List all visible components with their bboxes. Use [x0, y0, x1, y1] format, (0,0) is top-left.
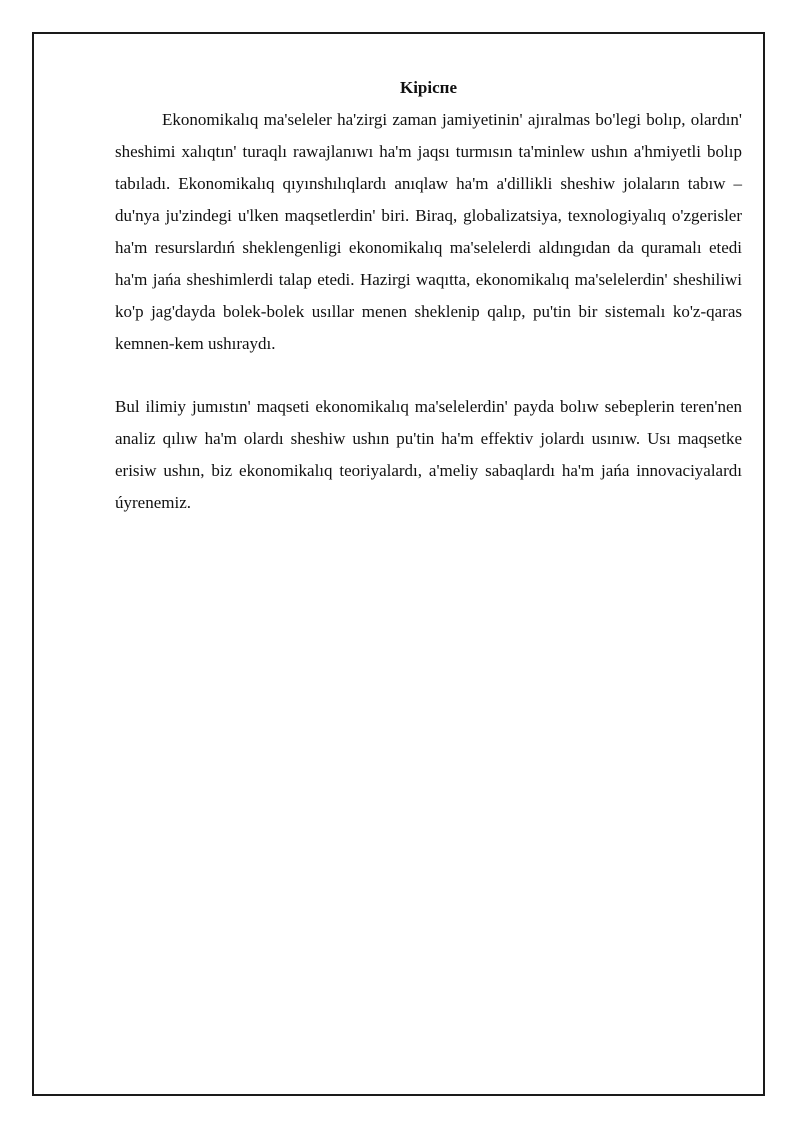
document-title: Kipicпe: [399, 78, 457, 97]
paragraph-intro: Ekonomikalıq ma'seleler ha'zirgi zaman jamiyetinin' ajıralmas bo'legi bolıp, olardın' sheshimi xalıqtın' turaqlı rawajlanıwı ha'm jaqsı turmısın ta'minlew ushın a'hmiyetli bolıp tabıladı. Ekonomikalıq qıyınshılıqlardı anıqlaw ha'm a'dillikli sheshiw jolaların tabıw – du'nya ju'zindegi u'lken maqsetlerdin' biri. Biraq, globalizatsiya, texnologiyalıq o'zgerisler ha'm resurslardıń sheklengenligi ekonomikalıq ma'selelerdi aldıngıdan da quramalı etedi ha'm jańa sheshimlerdi talap etedi. Hazirgi waqıtta, ekonomikalıq ma'selelerdin' sheshiliwi ko'p jag'dayda bolek-bolek usıllar menen sheklenip qalıp, pu'tin bir sistemalı ko'z-qaras kemnen-kem ushıraydı.: [115, 110, 742, 353]
paragraph-aim: Bul ilimiy jumıstın' maqseti ekonomikalıq ma'selelerdin' payda bolıw sebeplerin teren'nen analiz qılıw ha'm olardı sheshiw ushın pu'tin ha'm effektiv jolardı usınıw. Usı maqsetke erisiw ushın, biz ekonomikalıq teoriyalardı, a'meliy sabaqlardı ha'm jańa innovaciyalardı úyrenemiz.: [115, 397, 742, 512]
document-body: [115, 72, 742, 519]
paragraph-spacer: [115, 360, 742, 391]
